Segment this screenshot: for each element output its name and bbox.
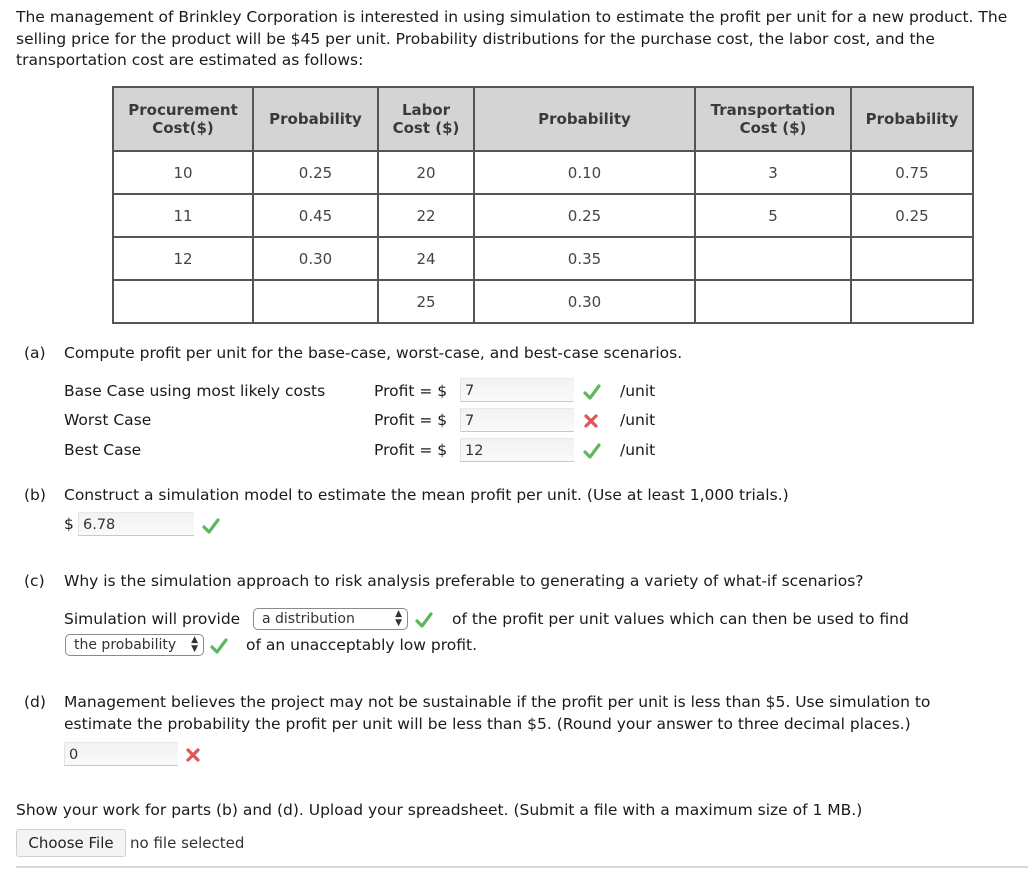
part-c-question: Why is the simulation approach to risk analysis preferable to generating a variety of what-if scenarios?: [64, 572, 864, 590]
check-icon: [583, 443, 601, 459]
table-cell: 0.25: [851, 194, 973, 237]
part-d-label: (d): [24, 693, 46, 711]
table-header: Probability: [851, 87, 973, 151]
table-header-row: [113, 87, 973, 151]
profit-label: Profit = $: [374, 382, 448, 400]
profit-label: Profit = $: [374, 441, 448, 459]
table-header: Procurement Cost($): [113, 87, 253, 151]
distribution-select[interactable]: [253, 608, 408, 630]
part-c-text-3: of an unacceptably low profit.: [246, 636, 478, 654]
check-icon: [210, 638, 228, 654]
table-header: Labor Cost ($): [378, 87, 474, 151]
table-cell: 11: [113, 194, 253, 237]
unit-label: /unit: [620, 441, 656, 459]
unit-label: /unit: [620, 382, 656, 400]
table-cell: 22: [378, 194, 474, 237]
best-case-label: Best Case: [64, 441, 142, 459]
check-icon: [415, 612, 433, 628]
probability-input[interactable]: 0: [64, 742, 178, 766]
table-cell: 0.75: [851, 151, 973, 194]
table-cell: 0.10: [474, 151, 695, 194]
currency-label: $: [64, 515, 74, 533]
distribution-select-value: a distribution: [262, 611, 355, 627]
table-cell: 20: [378, 151, 474, 194]
table-cell: [695, 280, 851, 323]
choose-file-button[interactable]: Choose File: [16, 829, 126, 857]
table-row: [113, 280, 973, 323]
table-cell: [851, 280, 973, 323]
part-b-label: (b): [24, 486, 46, 504]
table-cell: 0.35: [474, 237, 695, 280]
table-row: [113, 151, 973, 194]
upload-instruction: Show your work for parts (b) and (d). Upload your spreadsheet. (Submit a file with a maximum size of 1 MB.): [16, 801, 863, 819]
table-cell: 12: [113, 237, 253, 280]
table-cell: [851, 237, 973, 280]
select-arrows-icon: ▲ ▼: [395, 609, 402, 628]
table-cell: 0.30: [474, 280, 695, 323]
table-cell: 0.25: [474, 194, 695, 237]
select-arrows-icon: ▲ ▼: [191, 635, 198, 654]
table-cell: [695, 237, 851, 280]
file-status-text: no file selected: [130, 834, 245, 852]
cross-icon: [186, 748, 200, 762]
table-cell: 0.45: [253, 194, 378, 237]
table-row: [113, 237, 973, 280]
base-case-profit-input[interactable]: 7: [460, 378, 574, 402]
problem-intro: The management of Brinkley Corporation is interested in using simulation to estimate the profit per unit for a new product. The selling price for the product will be $45 per unit. Probability distributions for the purchase cost, the labor cost, and the transportation cost are estimated as follows:: [16, 8, 1008, 69]
table-cell: [253, 280, 378, 323]
cost-distribution-table: [112, 86, 974, 324]
part-c-text-2: of the profit per unit values which can then be used to find: [452, 610, 909, 628]
part-c-label: (c): [24, 572, 45, 590]
base-case-label: Base Case using most likely costs: [64, 382, 326, 400]
worst-case-label: Worst Case: [64, 411, 152, 429]
best-case-profit-input[interactable]: 12: [460, 438, 574, 462]
table-cell: 5: [695, 194, 851, 237]
check-icon: [583, 384, 601, 400]
probability-select-value: the probability: [74, 637, 177, 653]
mean-profit-input[interactable]: 6.78: [78, 512, 194, 536]
part-a-question: Compute profit per unit for the base-case, worst-case, and best-case scenarios.: [64, 344, 683, 362]
table-cell: 25: [378, 280, 474, 323]
table-cell: 24: [378, 237, 474, 280]
part-b-question: Construct a simulation model to estimate the mean profit per unit. (Use at least 1,000 trials.): [64, 486, 789, 504]
table-header: Transportation Cost ($): [695, 87, 851, 151]
table-cell: 10: [113, 151, 253, 194]
part-d-question: Management believes the project may not be sustainable if the profit per unit is less than $5. Use simulation to estimate the probability the profit per unit will be less than $5. (Round your answer to three decimal places.): [64, 693, 931, 733]
part-c-text-1: Simulation will provide: [64, 610, 241, 628]
worst-case-profit-input[interactable]: 7: [460, 408, 574, 432]
unit-label: /unit: [620, 411, 656, 429]
table-cell: 0.25: [253, 151, 378, 194]
table-cell: 0.30: [253, 237, 378, 280]
probability-select[interactable]: [65, 634, 204, 656]
table-header: Probability: [474, 87, 695, 151]
check-icon: [202, 518, 220, 534]
divider: [16, 866, 1028, 868]
cross-icon: [584, 414, 598, 428]
table-row: [113, 194, 973, 237]
profit-label: Profit = $: [374, 411, 448, 429]
table-cell: 3: [695, 151, 851, 194]
part-a-label: (a): [24, 344, 46, 362]
table-header: Probability: [253, 87, 378, 151]
table-cell: [113, 280, 253, 323]
